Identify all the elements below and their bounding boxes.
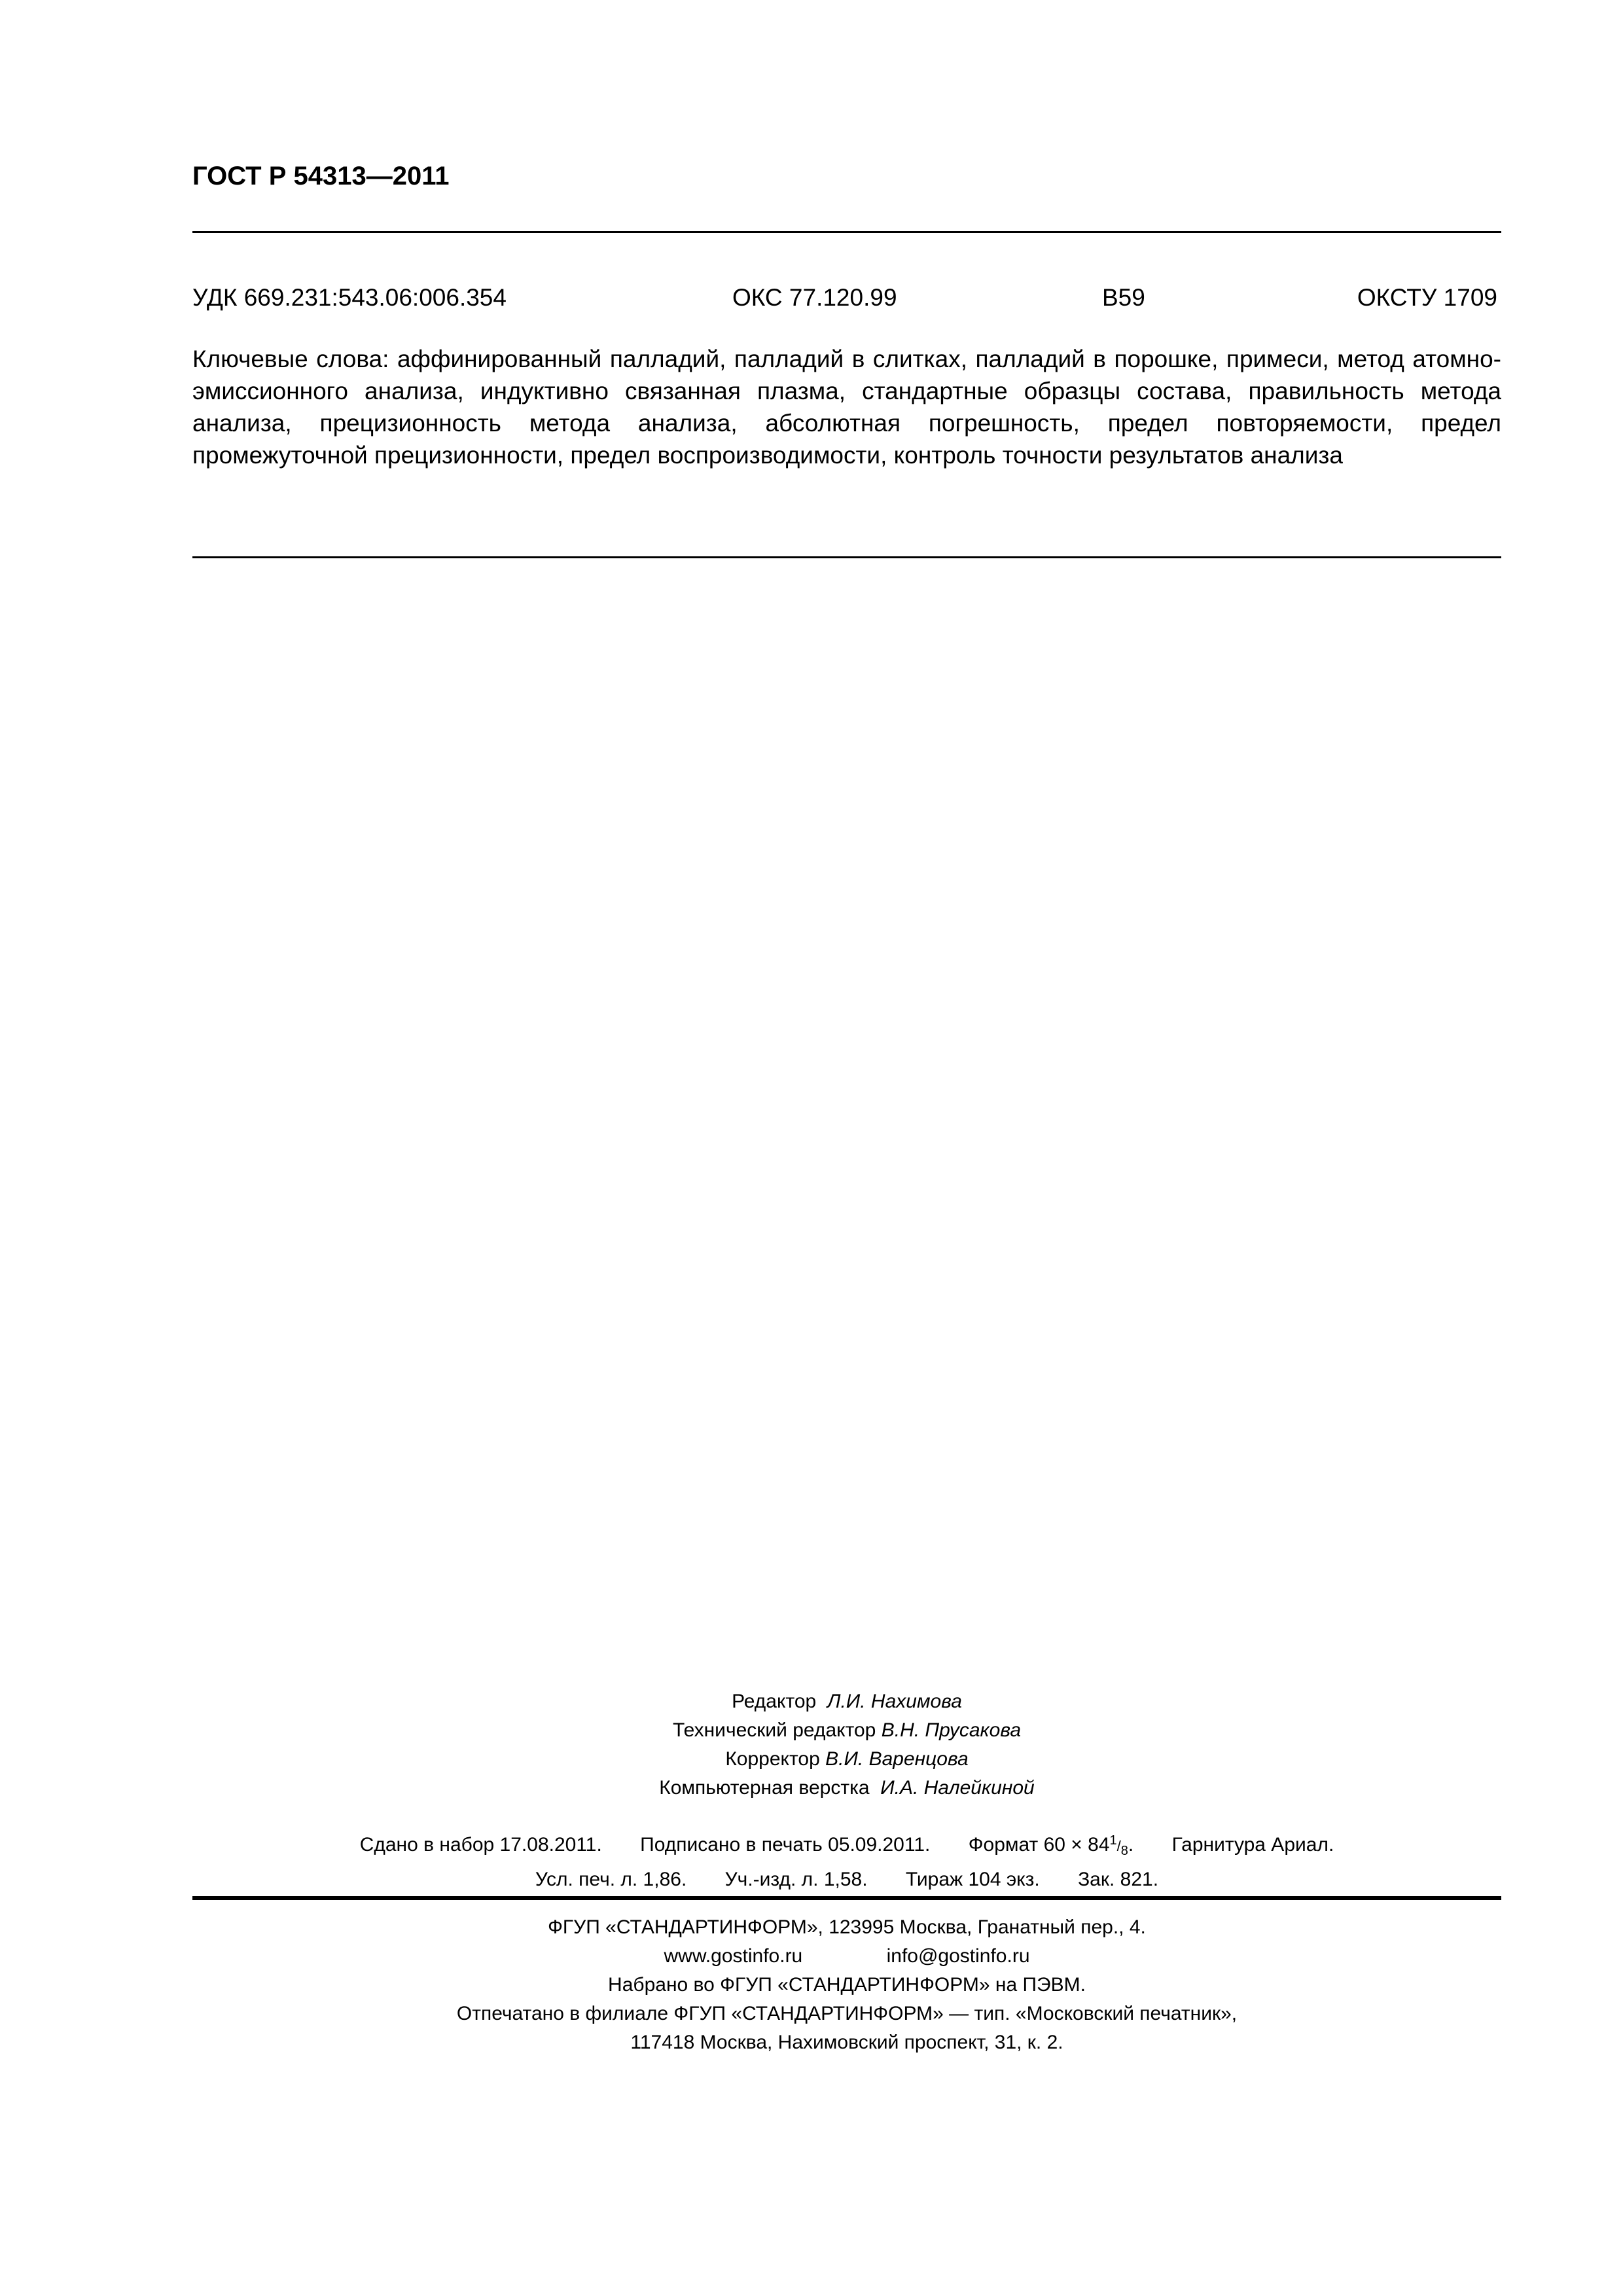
publisher-contacts	[192, 1942, 1501, 1971]
printer-address: 117418 Москва, Нахимовский проспект, 31, к. 2.	[630, 2032, 1063, 2053]
top-divider	[192, 231, 1501, 233]
document-title: ГОСТ Р 54313—2011	[192, 162, 450, 190]
typesetting-note: Набрано во ФГУП «СТАНДАРТИНФОРМ» на ПЭВМ.	[608, 1974, 1086, 1996]
publisher-address: ФГУП «СТАНДАРТИНФОРМ», 123995 Москва, Гранатный пер., 4.	[548, 1916, 1146, 1938]
publication-sheets: Уч.-изд. л. 1,58.	[724, 1869, 868, 1890]
print-sheets: Усл. печ. л. 1,86.	[535, 1869, 687, 1890]
okstu-code: ОКСТУ 1709	[1357, 284, 1497, 311]
printing-note: Отпечатано в филиале ФГУП «СТАНДАРТИНФОРМ» — тип. «Московский печатник»,	[456, 2003, 1238, 2024]
layout-line	[192, 1774, 1501, 1803]
editor-name: Л.И. Нахимова	[827, 1691, 962, 1712]
signed-date: Подписано в печать 05.09.2011.	[640, 1834, 931, 1856]
editor-line	[192, 1687, 1501, 1716]
layout-name: И.А. Налейкиной	[880, 1777, 1035, 1799]
print-info-line-1	[192, 1826, 1501, 1865]
layout-label: Компьютерная верстка	[659, 1777, 870, 1799]
print-info	[192, 1826, 1501, 1894]
tech-editor-name: В.Н. Прусакова	[881, 1719, 1022, 1741]
imprint-divider	[192, 1896, 1501, 1900]
corrector-name: В.И. Варенцова	[825, 1748, 969, 1770]
tech-editor-label: Технический редактор	[672, 1719, 876, 1741]
group-code: В59	[1102, 284, 1145, 311]
keywords-paragraph: Ключевые слова: аффинированный палладий, палладий в слитках, палладий в порошке, примеси, метод атомно-эмиссионного анализа, индуктивно связанная плазма, стандартные образцы состава, правильность метода анализа, прецизионность метода анализа, абсолютная погрешность, предел повторяемости, предел промежуточной прецизионности, предел воспроизводимости, контроль точности результатов анализа	[192, 346, 1501, 469]
publisher-website[interactable]: www.gostinfo.ru	[664, 1945, 803, 1967]
oks-code: ОКС 77.120.99	[732, 284, 897, 311]
keywords-divider	[192, 556, 1501, 558]
udk-code: УДК 669.231:543.06:006.354	[192, 284, 507, 311]
circulation: Тираж 104 экз.	[905, 1869, 1040, 1890]
publisher-info	[192, 1913, 1501, 2057]
corrector-label: Корректор	[725, 1748, 820, 1770]
corrector-line	[192, 1745, 1501, 1774]
publisher-email[interactable]: info@gostinfo.ru	[886, 1945, 1030, 1967]
submitted-date: Сдано в набор 17.08.2011.	[359, 1834, 602, 1856]
paper-format: Формат $60 \times 84^1/_8$.	[968, 1833, 1134, 1858]
order-number: Зак. 821.	[1078, 1869, 1159, 1890]
editor-label: Редактор	[732, 1691, 817, 1712]
classification-row	[192, 281, 1501, 314]
tech-editor-line	[192, 1716, 1501, 1745]
typeface: Гарнитура Ариал.	[1171, 1834, 1334, 1856]
print-info-line-2	[192, 1865, 1501, 1894]
staff-credits	[192, 1687, 1501, 1803]
